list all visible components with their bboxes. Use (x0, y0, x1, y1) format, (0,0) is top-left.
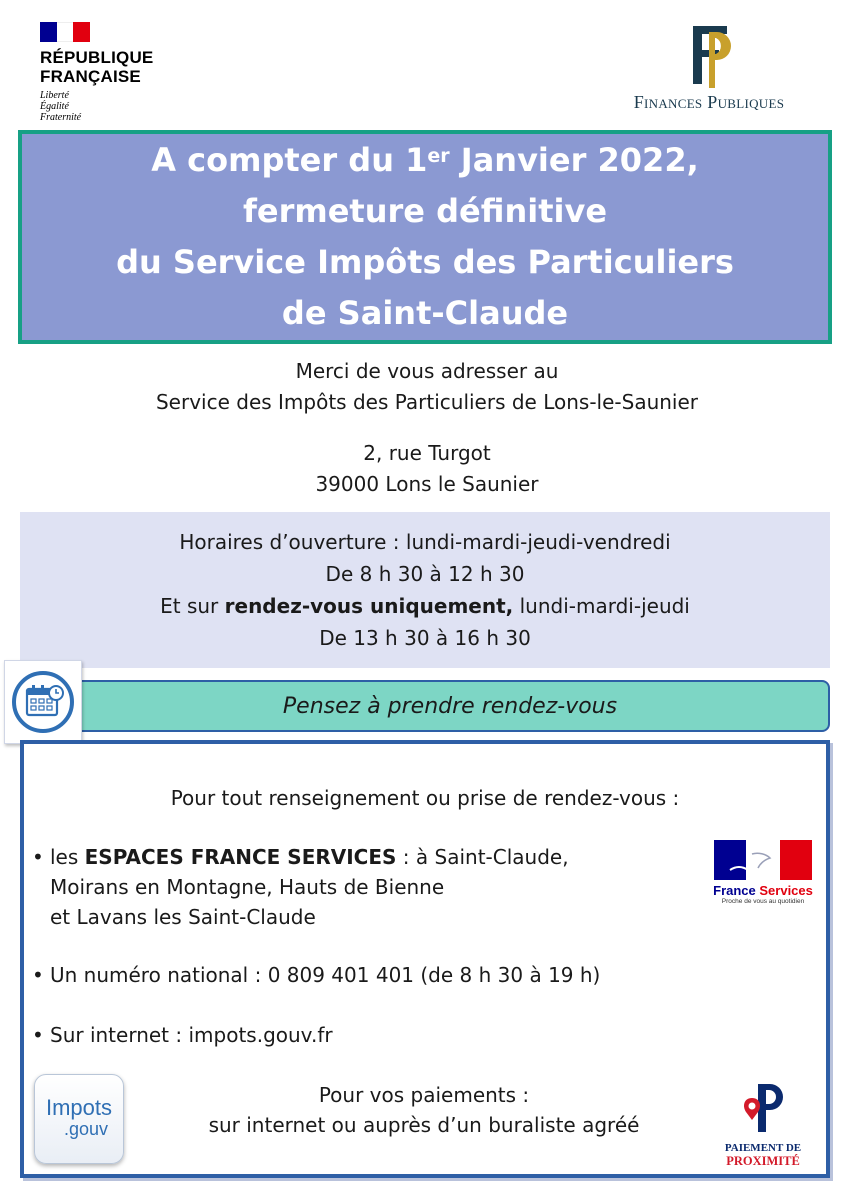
paiement-proximite-text: PAIEMENT DE PROXIMITÉ (724, 1142, 802, 1168)
address-city: 39000 Lons le Saunier (315, 472, 539, 496)
hours-days: Horaires d’ouverture : lundi-mardi-jeudi-vendredi (179, 530, 671, 554)
title-line-3: du Service Impôts des Particuliers (116, 243, 734, 281)
hours-morning: De 8 h 30 à 12 h 30 (325, 562, 525, 586)
france-services-marianne-icon (708, 840, 818, 882)
finances-publiques-emblem-icon (679, 22, 739, 88)
hours-afternoon: De 13 h 30 à 16 h 30 (319, 626, 531, 650)
motto-fraternite: Fraternité (40, 112, 82, 123)
republique-francaise-logo (40, 22, 180, 123)
redirect-line-2: Service des Impôts des Particuliers de Lons-le-Saunier (155, 390, 699, 414)
republique-line: RÉPUBLIQUE (40, 48, 154, 67)
redirect-line-1: Merci de vous adresser au (295, 359, 559, 383)
republic-motto (40, 90, 180, 123)
france-services-tagline: Proche de vous au quotidien (721, 898, 805, 905)
motto-egalite: Égalité (40, 101, 69, 112)
appointment-reminder-banner (40, 680, 830, 732)
address-street: 2, rue Turgot (363, 441, 491, 465)
marianne-flag-icon (40, 22, 90, 42)
calendar-icon (4, 660, 82, 744)
payment-line-2: sur internet ou auprès d’un buraliste agréé (208, 1113, 640, 1137)
title-line-4: de Saint-Claude (281, 294, 569, 332)
francaise-line: FRANÇAISE (40, 67, 141, 86)
opening-hours-box (20, 512, 830, 668)
motto-liberte: Liberté (40, 90, 69, 101)
bullet-france-services: • les ESPACES FRANCE SERVICES : à Saint-Claude, Moirans en Montagne, Hauts de Bienne et Lavans les Saint-Claude (32, 845, 569, 929)
paiement-proximite-logo (708, 1080, 818, 1170)
hours-appointment: Et sur rendez-vous uniquement, lundi-mardi-jeudi (160, 594, 690, 618)
paiement-proximite-p-icon (738, 1080, 788, 1138)
contact-info-box (20, 740, 830, 1178)
office-address (0, 438, 854, 500)
bullet-phone-number: • Un numéro national : 0 809 401 401 (de 8 h 30 à 19 h) (32, 963, 601, 987)
payment-info (144, 1080, 704, 1140)
bullet-website: • Sur internet : impots.gouv.fr (32, 1023, 333, 1047)
redirect-notice (0, 356, 854, 418)
closure-title (116, 135, 734, 339)
impots-gouv-app-icon: Impots .gouv (34, 1074, 124, 1164)
france-services-name: France Services (713, 883, 813, 898)
appointment-reminder-text: Pensez à prendre rendez-vous (282, 693, 618, 719)
title-line-1: A compter du 1er Janvier 2022, (151, 141, 699, 179)
payment-line-1: Pour vos paiements : (318, 1083, 530, 1107)
france-services-logo (708, 840, 818, 910)
title-line-2: fermeture définitive (242, 192, 608, 230)
finances-publiques-logo (604, 22, 814, 113)
contact-heading: Pour tout renseignement ou prise de rendez-vous : (170, 786, 680, 810)
closure-title-box (18, 130, 832, 344)
republique-francaise-name (40, 48, 180, 86)
finances-publiques-text: Finances Publiques (633, 92, 785, 112)
